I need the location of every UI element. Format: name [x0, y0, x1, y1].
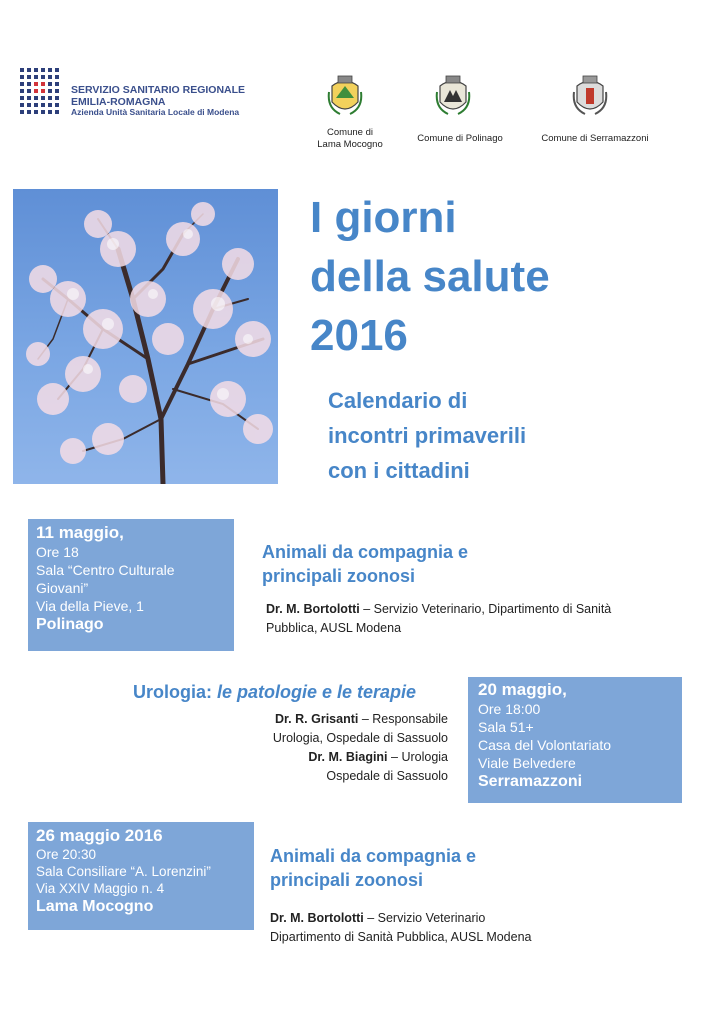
event-1-speaker: Dr. M. Bortolotti – Servizio Veterinario, Dipartimento di Sanità Pubblica, AUSL Modena — [266, 602, 612, 635]
event-1-topic: Animali da compagnia e principali zoonosi — [262, 542, 469, 586]
event-3-speaker: Dr. M. Bortolotti – Servizio Veterinario Dipartimento di Sanità Pubblica, AUSL Modena — [270, 911, 532, 944]
event-1-venue-line-1: Sala “Centro Culturale — [36, 562, 175, 578]
comune-polinago-crest — [434, 72, 478, 123]
title-line-3: 2016 — [310, 311, 408, 360]
event-1-address: Via della Pieve, 1 — [36, 598, 144, 614]
event-3-time: Ore 20:30 — [36, 847, 97, 862]
event-2-info-box — [468, 677, 682, 803]
event-2-date: 20 maggio, — [478, 680, 567, 699]
comune-lama-mocogno-label: Comune di Lama Mocogno — [317, 127, 383, 150]
event-1-date: 11 maggio, — [36, 523, 124, 542]
event-3-info-box — [28, 822, 254, 930]
event-2-town: Serramazzoni — [478, 773, 583, 790]
tree-illustration-icon — [13, 189, 278, 484]
crest-polinago-icon — [434, 72, 472, 118]
event-3-town: Lama Mocogno — [36, 898, 154, 915]
event-3-address: Via XXIV Maggio n. 4 — [36, 881, 165, 896]
event-2-venue-line-2: Casa del Volontariato — [478, 737, 612, 753]
event-1-town: Polinago — [36, 616, 104, 633]
ausl-line-2: EMILIA-ROMAGNA — [71, 96, 166, 109]
event-1-time: Ore 18 — [36, 544, 79, 560]
comune-polinago-label: Comune di Polinago — [417, 133, 503, 144]
event-2-speakers: Dr. R. Grisanti – Responsabile Urologia, Ospedale di Sassuolo Dr. M. Biagini – Urologia Ospedale di Sassuolo — [272, 712, 448, 783]
subtitle-line-1: Calendario di — [328, 388, 468, 413]
ausl-line-1: SERVIZIO SANITARIO REGIONALE — [71, 84, 246, 96]
ausl-name — [71, 84, 245, 118]
poster-title — [310, 188, 550, 365]
title-line-1: I giorni — [310, 193, 457, 242]
ausl-line-3: Azienda Unità Sanitaria Locale di Modena — [71, 107, 240, 118]
comune-serramazzoni-crest — [571, 72, 615, 123]
event-1-info-box — [28, 519, 234, 651]
event-2-time: Ore 18:00 — [478, 701, 541, 717]
blossom-tree-photo — [13, 189, 278, 484]
ausl-logo-grid-icon — [20, 68, 66, 128]
subtitle-line-3: con i cittadini — [328, 458, 470, 483]
comune-serramazzoni-label: Comune di Serramazzoni — [541, 133, 649, 144]
event-3-topic: Animali da compagnia e principali zoonosi — [270, 846, 477, 890]
event-1-venue-line-2: Giovani” — [36, 580, 89, 596]
subtitle-line-2: incontri primaverili — [328, 423, 527, 448]
event-2-speaker-2-name: Dr. M. Biagini — [308, 750, 388, 764]
poster-subtitle — [328, 383, 526, 488]
event-3-venue: Sala Consiliare “A. Lorenzini” — [36, 864, 211, 879]
event-2-address: Viale Belvedere — [478, 755, 576, 771]
event-3-date: 26 maggio 2016 — [36, 826, 163, 845]
event-2-speaker-1-name: Dr. R. Grisanti — [274, 712, 359, 726]
event-2-topic: Urologia: le patologie e le terapie — [133, 682, 417, 702]
event-3-speaker-name: Dr. M. Bortolotti — [270, 911, 364, 925]
crest-serramazzoni-icon — [571, 72, 609, 118]
title-line-2: della salute — [310, 252, 550, 301]
comune-lama-mocogno-crest — [326, 72, 370, 123]
event-2-venue-line-1: Sala 51+ — [478, 719, 534, 735]
crest-lama-mocogno-icon — [326, 72, 364, 118]
event-1-speaker-name: Dr. M. Bortolotti — [266, 602, 360, 616]
